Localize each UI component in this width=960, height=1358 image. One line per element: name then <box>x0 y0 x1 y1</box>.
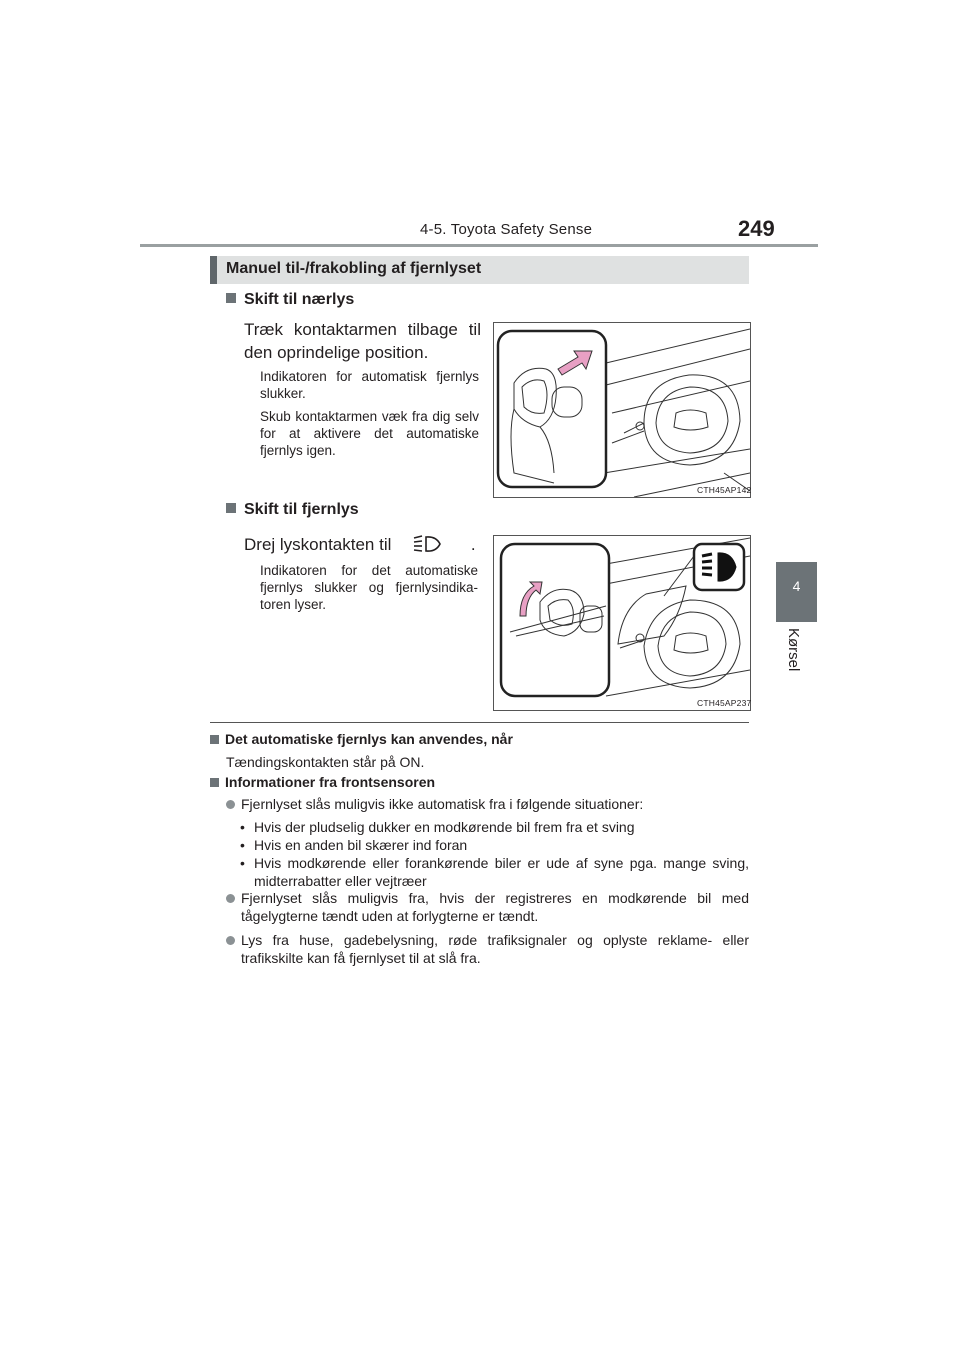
high-beam-heading-text: Skift til fjernlys <box>244 501 359 518</box>
note-bullet-2-text: Fjernlyset slås muligvis fra, hvis der registreres en modkørende bil med tågelygterne tændt uden at forlygterne er tændt. <box>241 890 749 924</box>
figure-code-2: CTH45AP237 <box>697 698 752 708</box>
subitem-text-2: Hvis en anden bil skærer ind foran <box>254 837 468 853</box>
note-heading-2-text: Informationer fra frontsensoren <box>225 774 436 790</box>
note-heading-1 <box>210 731 513 747</box>
round-bullet-icon <box>226 894 235 903</box>
low-beam-note-1: Indikatoren for automatisk fjernlys slukker. <box>260 369 479 401</box>
high-beam-instruction-prefix: Drej lyskontakten til <box>244 535 392 554</box>
note-bullet-3 <box>226 931 749 967</box>
chapter-label <box>782 628 802 688</box>
high-beam-icon <box>412 535 452 553</box>
note-bullet-1 <box>226 795 643 813</box>
chapter-label-text: Kørsel <box>785 628 802 672</box>
subitem-list <box>240 818 749 890</box>
round-bullet-icon <box>226 800 235 809</box>
section-heading-text: Manuel til-/frakobling af fjernlyset <box>226 260 482 277</box>
subitem-text-3: Hvis modkørende eller forankørende biler er ude af syne pga. mange sving, midterrabatter eller vejtræer <box>254 855 749 889</box>
page-number: 249 <box>738 216 775 241</box>
high-beam-instruction-suffix: . <box>470 535 476 554</box>
low-beam-note-2: Skub kontaktarmen væk fra dig selv for at aktivere det automatiske fjernlys igen. <box>260 409 479 458</box>
section-heading <box>210 256 749 284</box>
note-text-1: Tændingskontakten står på ON. <box>226 754 425 770</box>
note-bullet-2 <box>226 889 749 925</box>
high-beam-heading <box>226 501 359 519</box>
note-bullet-3-text: Lys fra huse, gadebelysning, røde trafiksignaler og oplyste reklame- eller trafikskilte kan få fjernlyset til at slå fra. <box>241 932 749 966</box>
note-heading-2 <box>210 774 435 790</box>
subitem: • Hvis en anden bil skærer ind foran <box>240 837 468 853</box>
subitem-text-1: Hvis der pludselig dukker en modkørende bil frem fra et sving <box>254 819 635 835</box>
high-beam-instruction <box>244 533 484 556</box>
square-bullet-icon <box>226 503 236 513</box>
figure-low-beam <box>493 322 751 498</box>
square-bullet-icon <box>210 778 219 787</box>
header-rule <box>140 244 818 247</box>
illustration-high-beam <box>494 536 750 710</box>
note-bullet-1-text: Fjernlyset slås muligvis ikke automatisk fra i følgende situationer: <box>241 796 644 812</box>
low-beam-heading-text: Skift til nærlys <box>244 291 355 308</box>
square-bullet-icon <box>226 293 236 303</box>
square-bullet-icon <box>210 735 219 744</box>
figure-high-beam <box>493 535 751 711</box>
running-header-section: 4-5. Toyota Safety Sense <box>420 221 593 238</box>
subitem: • Hvis modkørende eller forankørende biler er ude af syne pga. mange sving, midterrabatter eller vejtræer <box>240 855 749 889</box>
high-beam-note: Indikatoren for det automatiske fjernlys slukker og fjernlysindika-toren lyser. <box>260 563 478 612</box>
notes-divider <box>210 722 749 723</box>
note-heading-1-text: Det automatiske fjernlys kan anvendes, når <box>225 731 513 747</box>
round-bullet-icon <box>226 936 235 945</box>
illustration-low-beam <box>494 323 750 497</box>
low-beam-heading <box>226 291 354 309</box>
figure-code-1: CTH45AP142 <box>697 485 752 495</box>
chapter-number: 4 <box>792 578 801 594</box>
low-beam-instruction: Træk kontaktarmen tilbage til den oprindelige position. <box>244 320 481 362</box>
section-heading-bar <box>210 256 217 284</box>
subitem: • Hvis der pludselig dukker en modkørende bil frem fra et sving <box>240 819 635 835</box>
